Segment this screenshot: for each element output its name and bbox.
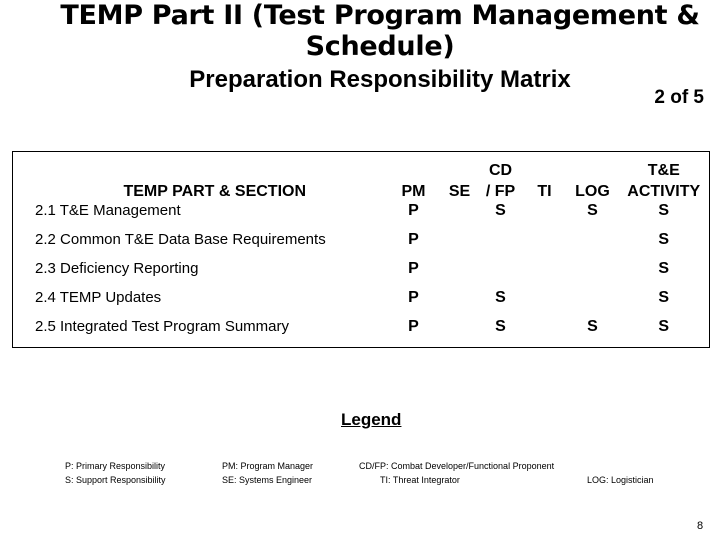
legend-program-manager: PM: Program Manager: [222, 461, 314, 471]
table-row: [13, 231, 710, 260]
header-ti: TI: [537, 183, 552, 200]
table-row: [13, 318, 710, 348]
cell-se: [441, 260, 479, 289]
header-se: SE: [448, 183, 471, 200]
cell-cdfp: S: [495, 318, 506, 335]
legend-combat-developer: CD/FP: Combat Developer/Functional Proponent: [359, 461, 555, 471]
row-section: 2.5 Integrated Test Program Summary: [35, 318, 290, 335]
cell-se: [441, 231, 479, 260]
cell-se: [441, 202, 479, 231]
header-te-activity: [619, 152, 710, 203]
cell-log: [567, 231, 619, 260]
table-row: [13, 260, 710, 289]
cell-pm: P: [408, 260, 419, 277]
cell-log: [567, 289, 619, 318]
title-line-1: TEMP Part II (Test Program Management &: [60, 0, 700, 31]
cell-ti: [523, 260, 567, 289]
legend-primary: P: Primary Responsibility: [65, 461, 166, 471]
row-section: 2.3 Deficiency Reporting: [35, 260, 199, 277]
header-log: LOG: [575, 183, 610, 200]
slide-title: [0, 0, 720, 62]
cell-pm: P: [408, 202, 419, 219]
legend-logistician: LOG: Logistician: [587, 475, 654, 485]
cell-pm: P: [408, 289, 419, 306]
cell-cdfp: [479, 260, 523, 289]
header-te-bottom: ACTIVITY: [627, 183, 701, 200]
legend-systems-engineer: SE: Systems Engineer: [222, 475, 313, 485]
cell-log: S: [587, 202, 598, 219]
title-line-2: Schedule): [305, 31, 455, 62]
header-cdfp: [479, 152, 523, 203]
page-of-indicator: 2 of 5: [654, 87, 704, 108]
responsibility-matrix: [12, 151, 710, 348]
header-te-top: T&E: [647, 162, 680, 179]
cell-ti: [523, 289, 567, 318]
cell-te: S: [658, 202, 670, 219]
cell-pm: P: [408, 231, 419, 248]
header-row: [13, 152, 710, 203]
cell-pm: P: [408, 318, 419, 335]
cell-te: S: [658, 318, 670, 335]
legend-threat-integrator: TI: Threat Integrator: [380, 475, 460, 485]
cell-log: [567, 260, 619, 289]
slide-subtitle: Preparation Responsibility Matrix: [189, 66, 571, 93]
page-number: 8: [697, 520, 704, 532]
header-pm: PM: [401, 183, 426, 200]
cell-se: [441, 318, 479, 348]
table-row: [13, 289, 710, 318]
row-section: 2.4 TEMP Updates: [35, 289, 162, 306]
cell-se: [441, 289, 479, 318]
cell-ti: [523, 318, 567, 348]
header-section: TEMP PART & SECTION: [123, 183, 307, 200]
cell-cdfp: [479, 231, 523, 260]
cell-cdfp: S: [495, 202, 506, 219]
header-cdfp-top: CD: [488, 162, 513, 179]
cell-ti: [523, 231, 567, 260]
cell-log: S: [587, 318, 598, 335]
cell-cdfp: S: [495, 289, 506, 306]
table-row: [13, 202, 710, 231]
legend-title: Legend: [341, 410, 402, 429]
cell-ti: [523, 202, 567, 231]
cell-te: S: [658, 231, 670, 248]
cell-te: S: [658, 260, 670, 277]
legend-support: S: Support Responsibility: [65, 475, 166, 485]
row-section: 2.1 T&E Management: [35, 202, 181, 219]
header-cdfp-bottom: / FP: [485, 183, 516, 200]
row-section: 2.2 Common T&E Data Base Requirements: [35, 231, 326, 248]
cell-te: S: [658, 289, 670, 306]
